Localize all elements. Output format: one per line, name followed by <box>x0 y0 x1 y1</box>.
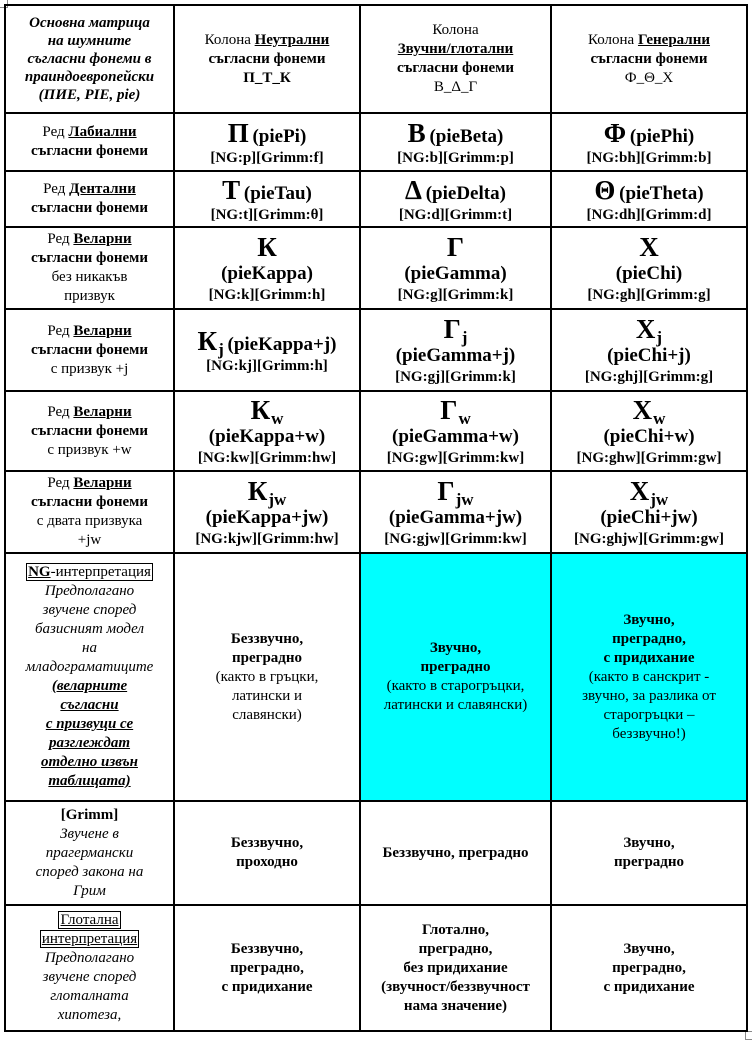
ng-label-cell: NG-интерпретация Предполагано звучене според базисният модел на младограматиците (веларните съгласни с призвуци се разглеждат отделно извън таблицата) <box>5 553 174 801</box>
row-label: Ред Дентални съгласни фонеми <box>5 171 174 227</box>
column-name: Генерални <box>637 31 711 48</box>
velar-w-row <box>5 391 747 471</box>
phoneme-cell: Кj (pieKappa+j) [NG:kj][Grimm:h] <box>174 309 360 391</box>
grimm-neutral-cell: Беззвучно, проходно <box>174 801 360 905</box>
phoneme-cell: Хj (pieChi+j) [NG:ghj][Grimm:g] <box>551 309 747 391</box>
phoneme-cell: Хw (pieChi+w) [NG:ghw][Grimm:gw] <box>551 391 747 471</box>
ng-general-cell-highlighted: Звучно, преградно, с придихание (както в санскрит - звучно, за разлика от старогръцки – беззвучно!) <box>551 553 747 801</box>
grimm-voiced-cell: Беззвучно, преградно <box>360 801 551 905</box>
labial-row <box>5 113 747 171</box>
phoneme-cell: Хjw (pieChi+jw) [NG:ghjw][Grimm:gw] <box>551 471 747 553</box>
phoneme-cell: Θ (pieTheta) [NG:dh][Grimm:d] <box>551 171 747 227</box>
column-header-general: Колона Генерални съгласни фонеми Ф_Θ_Х <box>551 5 747 113</box>
phoneme-cell: Г (pieGamma) [NG:g][Grimm:k] <box>360 227 551 309</box>
row-label: Ред Веларни съгласни фонеми с призвук +w <box>5 391 174 471</box>
ng-tag: NG-интерпретация <box>28 564 151 580</box>
row-label: Ред Лабиални съгласни фонеми <box>5 113 174 171</box>
grimm-label-cell: [Grimm] Звучене в прагермански според закона на Грим <box>5 801 174 905</box>
grimm-row <box>5 801 747 905</box>
bottom-right-corner-marker <box>745 1031 752 1040</box>
header-row <box>5 5 747 113</box>
glottal-label-cell: Глотална интерпретация Предполагано звучене според глоталната хипотеза, <box>5 905 174 1031</box>
glottal-voiced-cell: Глотално, преградно, без придихание (звучност/беззвучност нама значение) <box>360 905 551 1031</box>
ng-neutral-cell: Беззвучно, преградно (както в гръцки, латински и славянски) <box>174 553 360 801</box>
row-label: Ред Веларни съгласни фонеми с призвук +j <box>5 309 174 391</box>
phoneme-cell: Гw (pieGamma+w) [NG:gw][Grimm:kw] <box>360 391 551 471</box>
phoneme-cell: К (pieKappa) [NG:k][Grimm:h] <box>174 227 360 309</box>
matrix-title-cell <box>5 5 174 113</box>
velar-row <box>5 227 747 309</box>
velar-jw-row <box>5 471 747 553</box>
column-name: Звучни/глотални <box>397 41 514 57</box>
phoneme-matrix-table <box>4 4 748 1032</box>
dental-row <box>5 171 747 227</box>
glottal-neutral-cell: Беззвучно, преградно, с придихание <box>174 905 360 1031</box>
phoneme-cell: Х (pieChi) [NG:gh][Grimm:g] <box>551 227 747 309</box>
phoneme-cell: Кjw (pieKappa+jw) [NG:kjw][Grimm:hw] <box>174 471 360 553</box>
column-header-voiced-glottal: Колона Звучни/глотални съгласни фонеми В_Δ_Г <box>360 5 551 113</box>
phoneme-cell: Кw (pieKappa+w) [NG:kw][Grimm:hw] <box>174 391 360 471</box>
phoneme-cell: Δ (pieDelta) [NG:d][Grimm:t] <box>360 171 551 227</box>
ng-interpretation-row <box>5 553 747 801</box>
phoneme-cell: Φ (piePhi) [NG:bh][Grimm:b] <box>551 113 747 171</box>
row-label: Ред Веларни съгласни фонеми без никакъв призвук <box>5 227 174 309</box>
column-header-neutral: Колона Неутрални съгласни фонеми П_Т_К <box>174 5 360 113</box>
phoneme-cell: В (pieBeta) [NG:b][Grimm:p] <box>360 113 551 171</box>
title-line: Основна матрица <box>29 15 150 31</box>
velar-j-row <box>5 309 747 391</box>
phoneme-cell: П (piePi) [NG:p][Grimm:f] <box>174 113 360 171</box>
phoneme-cell: Гj (pieGamma+j) [NG:gj][Grimm:k] <box>360 309 551 391</box>
title-line: на шумните <box>47 33 132 49</box>
phoneme-cell: Т (pieTau) [NG:t][Grimm:θ] <box>174 171 360 227</box>
title-line: (ПИЕ, PIE, pie) <box>38 87 141 103</box>
row-label: Ред Веларни съгласни фонеми с двата призвука +jw <box>5 471 174 553</box>
title-line: праиндоевропейски <box>24 69 155 85</box>
glottal-general-cell: Звучно, преградно, с придихание <box>551 905 747 1031</box>
title-line: съгласни фонеми в <box>27 51 152 67</box>
phoneme-cell: Гjw (pieGamma+jw) [NG:gjw][Grimm:kw] <box>360 471 551 553</box>
glottal-row <box>5 905 747 1031</box>
column-name: Неутрални <box>254 31 330 48</box>
ng-voiced-cell-highlighted: Звучно, преградно (както в старогръцки, латински и славянски) <box>360 553 551 801</box>
grimm-general-cell: Звучно, преградно <box>551 801 747 905</box>
